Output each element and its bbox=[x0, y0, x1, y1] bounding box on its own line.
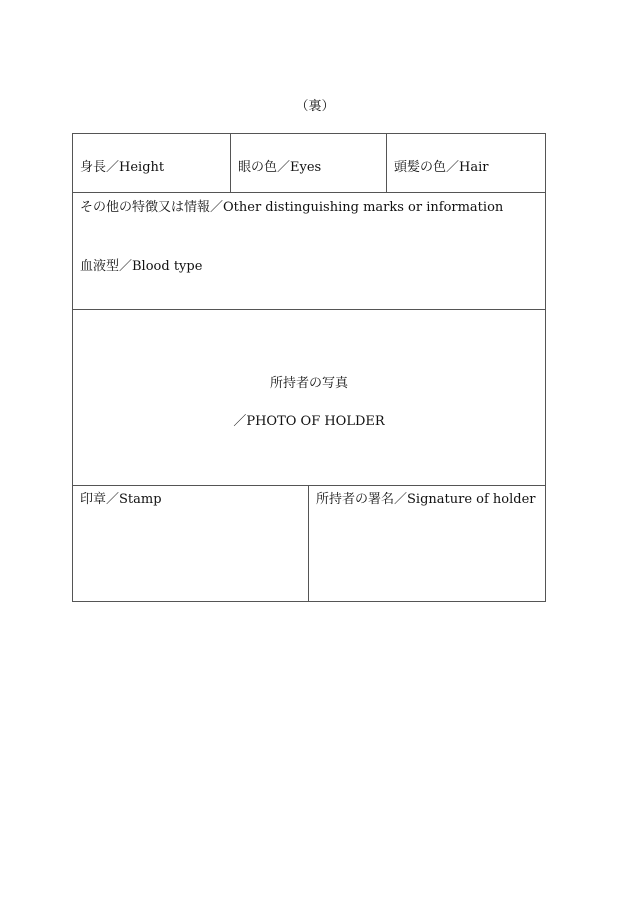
other-marks-label: その他の特徴又は情報／Other distinguishing marks or information bbox=[80, 200, 504, 215]
signature-cell bbox=[309, 486, 545, 602]
stamp-label: 印章／Stamp bbox=[80, 492, 162, 507]
height-cell bbox=[73, 134, 231, 192]
hair-cell bbox=[387, 134, 545, 192]
stamp-signature-row bbox=[73, 486, 545, 602]
eyes-cell bbox=[231, 134, 387, 192]
height-label: 身長／Height bbox=[80, 160, 165, 175]
blood-type-label: 血液型／Blood type bbox=[80, 259, 203, 274]
stamp-cell bbox=[73, 486, 309, 602]
photo-label-english: ／PHOTO OF HOLDER bbox=[233, 414, 385, 429]
page-title: （裏） bbox=[295, 99, 335, 114]
photo-label-japanese: 所持者の写真 bbox=[269, 376, 348, 391]
physical-features-row bbox=[73, 134, 545, 193]
other-information-row bbox=[73, 193, 545, 310]
holder-info-form bbox=[72, 133, 546, 602]
hair-label: 頭髪の色／Hair bbox=[394, 160, 489, 175]
photo-area bbox=[73, 310, 545, 486]
eyes-label: 眼の色／Eyes bbox=[238, 160, 322, 175]
signature-label: 所持者の署名／Signature of holder bbox=[316, 492, 536, 507]
